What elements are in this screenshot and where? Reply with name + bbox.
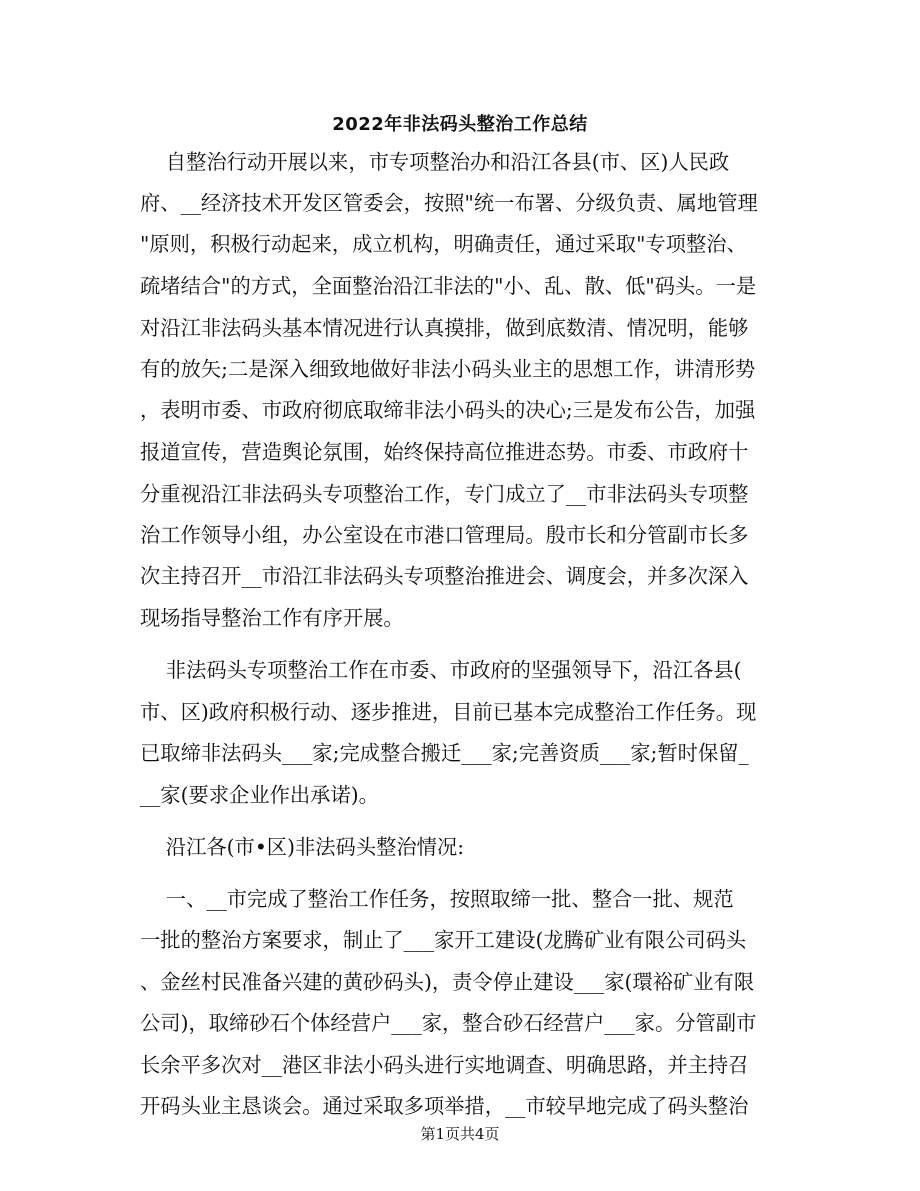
- document-title: 2022年非法码头整治工作总结: [332, 114, 588, 135]
- body-line: 已取缔非法码头___家;完成整合搬迁___家;完善资质___家;暂时保留_: [140, 741, 749, 765]
- body-line: 府、__经济技术开发区管委会，按照"统一布署、分级负责、属地管理: [140, 191, 758, 215]
- body-line: 分重视沿江非法码头专项整治工作，专门成立了__市非法码头专项整: [140, 482, 749, 506]
- page-number: 第1页共4页: [420, 1125, 500, 1143]
- body-line: 现场指导整治工作有序开展。: [140, 606, 404, 630]
- body-line: 报道宣传，营造舆论氛围，始终保持高位推进态势。市委、市政府十: [140, 440, 749, 464]
- body-line: 市、区)政府积极行动、逐步推进，目前已基本完成整治工作任务。现: [140, 700, 757, 724]
- body-line: 次主持召开__市沿江非法码头专项整治推进会、调度会，并多次深入: [140, 564, 749, 588]
- body-line: 一、__市完成了整治工作任务，按照取缔一批、整合一批、规范: [140, 887, 734, 911]
- body-line: 公司)，取缔砂石个体经营户___家，整合砂石经营户___家。分管副市: [140, 1011, 757, 1035]
- body-line: 疏堵结合"的方式，全面整治沿江非法的"小、乱、散、低"码头。一是: [140, 274, 757, 298]
- body-line: ，表明市委、市政府彻底取缔非法小码头的决心;三是发布公告，加强: [140, 398, 756, 422]
- body-line: 沿江各(市•区)非法码头整治情况:: [140, 835, 465, 859]
- body-line: 一批的整治方案要求，制止了___家开工建设(龙腾矿业有限公司码头: [140, 928, 747, 952]
- body-line: 长余平多次对__港区非法小码头进行实地调查、明确思路，并主持召: [140, 1053, 749, 1077]
- body-line: 有的放矢;二是深入细致地做好非法小码头业主的思想工作，讲清形势: [140, 357, 756, 381]
- body-line: 自整治行动开展以来，市专项整治办和沿江各县(市、区)人民政: [140, 150, 730, 174]
- body-line: __家(要求企业作出承诺)。: [140, 783, 379, 807]
- body-line: 对沿江非法码头基本情况进行认真摸排，做到底数清、情况明，能够: [140, 316, 749, 340]
- body-line: 治工作领导小组，办公室设在市港口管理局。殷市长和分管副市长多: [140, 523, 749, 547]
- body-line: 开码头业主恳谈会。通过采取多项举措，__市较早地完成了码头整治: [140, 1094, 749, 1118]
- body-line: "原则，积极行动起来，成立机构，明确责任，通过采取"专项整治、: [140, 232, 747, 256]
- body-line: 、金丝村民准备兴建的黄砂码头)，责令停止建设___家(環裕矿业有限: [140, 970, 755, 994]
- body-line: 非法码头专项整治工作在市委、市政府的坚强领导下，沿江各县(: [140, 658, 742, 682]
